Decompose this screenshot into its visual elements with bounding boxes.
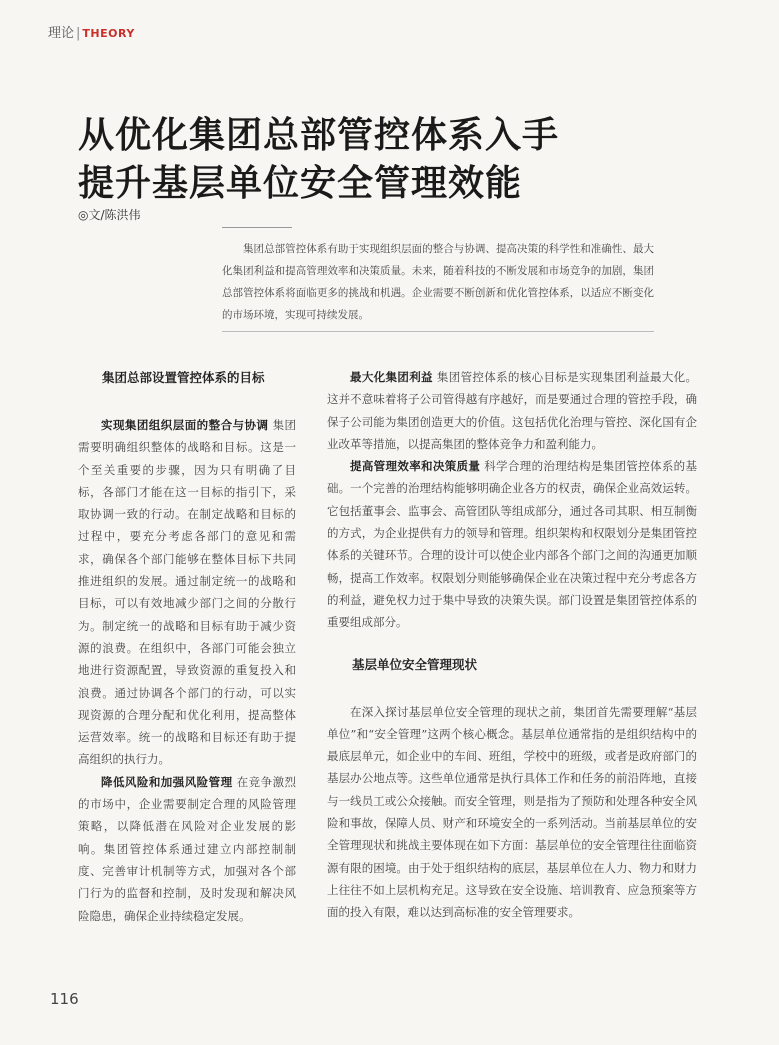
author-byline: ◎文/陈洪伟: [78, 208, 141, 222]
paragraph-lead: 降低风险和加强风险管理: [101, 774, 233, 789]
left-column: [78, 366, 296, 927]
page-number: 116: [50, 990, 79, 1008]
paragraph-body: 科学合理的治理结构是集团管控体系的基础。一个完善的治理结构能够明确企业各方的权责，确保企业高效运转。它包括董事会、监事会、高管团队等组成部分，通过各司其职、相互制衡的方式，为企业提供有力的领导和管理。组织架构和权限划分是集团管控体系的关键环节。合理的设计可以使企业内部各个部门之间的沟通更加顺畅，提高工作效率。权限划分则能够确保企业在决策过程中充分考虑各方的利益，避免权力过于集中导致的决策失误。部门设置是集团管控体系的重要组成部分。: [327, 459, 698, 630]
abstract: 集团总部管控体系有助于实现组织层面的整合与协调、提高决策的科学性和准确性、最大化集团利益和提高管理效率和决策质量。未来，随着科技的不断发展和市场竞争的加剧，集团总部管控体系将面临更多的挑战和机遇。企业需要不断创新和优化管控体系，以适应不断变化的市场环境，实现可持续发展。: [222, 243, 654, 321]
paragraph-lead: 提高管理效率和决策质量: [350, 459, 481, 474]
section-separator: |: [76, 26, 81, 41]
section-heading-status: 基层单位安全管理现状: [352, 656, 478, 672]
paragraph-maximize-benefit: [327, 366, 697, 455]
paragraph-body: 集团管控体系的核心目标是实现集团利益最大化。这并不意味着将子公司管得越有序越好，而是要通过合理的管控手段，确保子公司能为集团创造更大的价值。这包括优化治理与管控、深化国有企业改革等措施，以提高集团的整体竞争力和盈利能力。: [327, 370, 698, 451]
abstract-bottom-rule: [222, 331, 654, 332]
abstract-top-rule: [222, 227, 292, 228]
section-name: 理论: [48, 26, 75, 41]
title-line-1: 从优化集团总部管控体系入手: [78, 115, 560, 156]
running-header: [48, 22, 135, 41]
section-heading-goals: 集团总部设置管控体系的目标: [102, 370, 265, 385]
paragraph-status: 在深入探讨基层单位安全管理的现状之前，集团首先需要理解“基层单位”和“安全管理”这两个核心概念。基层单位通常指的是组织结构中的最底层单元，如企业中的车间、班组，学校中的班级，或者是政府部门的基层办公地点等。这些单位通常是执行具体工作和任务的前沿阵地，直接与一线员工或公众接触。而安全管理，则是指为了预防和处理各种安全风险和事故，保障人员、财产和环境安全的一系列活动。当前基层单位的安全管理现状和挑战主要体现在如下方面：基层单位的安全管理往往面临资源有限的困境。由于处于组织结构的底层，基层单位在人力、物力和财力上往往不如上层机构充足。这导致在安全设施、培训教育、应急预案等方面的投入有限，难以达到高标准的安全管理要求。: [327, 704, 697, 920]
paragraph-risk: [78, 771, 296, 927]
paragraph-lead: 实现集团组织层面的整合与协调: [101, 418, 269, 432]
paragraph-body: 集团需要明确组织整体的战略和目标。这是一个至关重要的步骤，因为只有明确了目标，各部门才能在这一目标的指引下，采取协调一致的行动。在制定战略和目标的过程中，要充分考虑各部门的意见和需求，确保各个部门能够在整体目标下共同推进组织的发展。通过制定统一的战略和目标，可以有效地减少部门之间的分散行为。制定统一的战略和目标有助于减少资源的浪费。在组织中，各部门可能会独立地进行资源配置，导致资源的重复投入和浪费。通过协调各个部门的行动，可以实现资源的合理分配和优化利用，提高整体运营效率。统一的战略和目标还有助于提高组织的执行力。: [78, 418, 297, 767]
paragraph-lead: 最大化集团利益: [350, 370, 433, 384]
article-title: [78, 112, 559, 208]
right-column: [327, 366, 697, 924]
paragraph-body: 在竞争激烈的市场中，企业需要制定合理的风险管理策略，以降低潜在风险对企业发展的影响。集团管控体系通过建立内部控制制度、完善审计机制等方式，加强对各个部门行为的监督和控制，及时发现和解决风险隐患，确保企业持续稳定发展。: [78, 774, 297, 923]
section-name-en: THEORY: [82, 27, 135, 40]
title-line-2: 提升基层单位安全管理效能: [78, 163, 523, 204]
paragraph-integration: [78, 414, 296, 771]
paragraph-efficiency: [327, 455, 697, 633]
